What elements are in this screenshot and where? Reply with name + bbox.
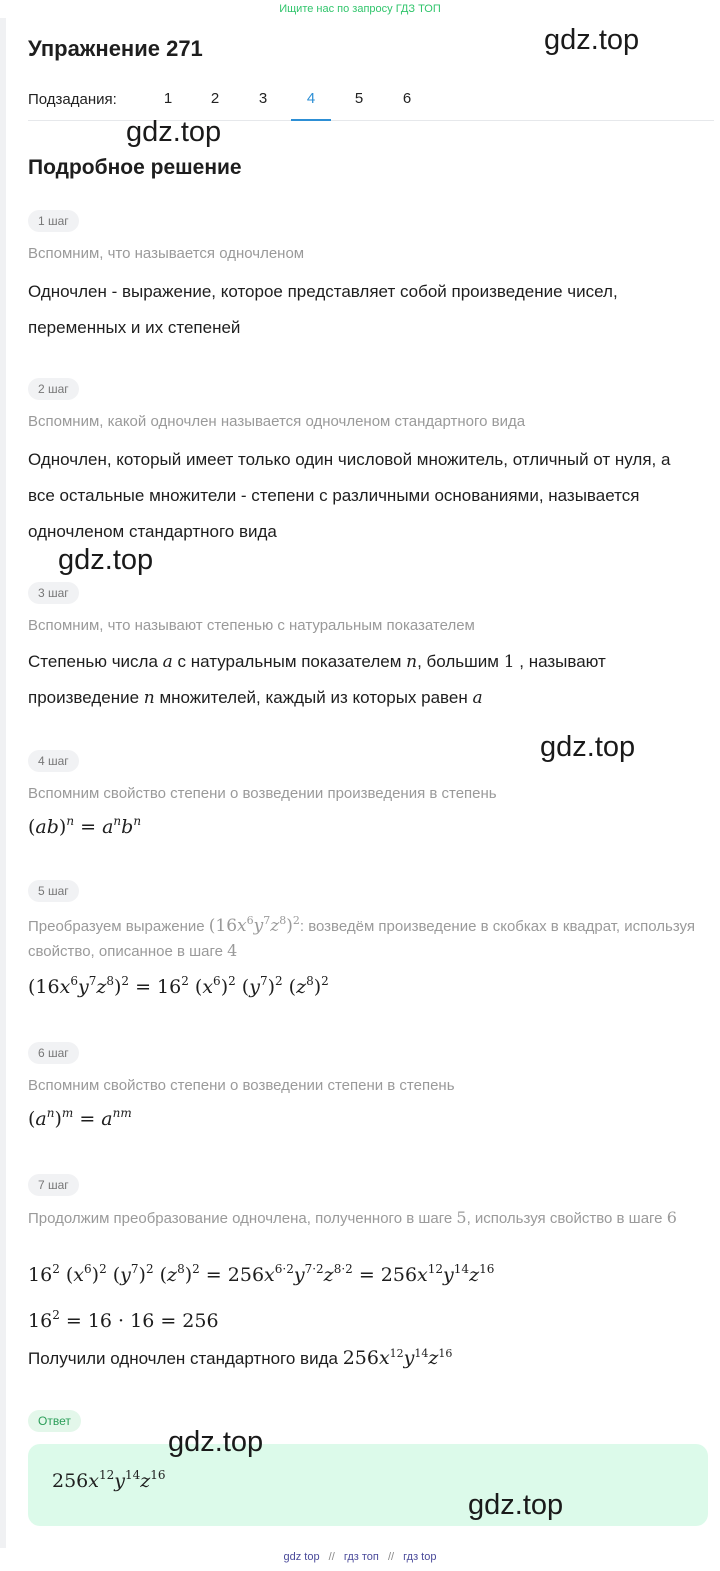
- footer-separator: //: [328, 1551, 335, 1563]
- tab-subtask-2[interactable]: 2: [210, 90, 220, 107]
- page-title: Упражнение 271: [28, 36, 203, 61]
- step-text-part: множителей, каждый из которых равен: [159, 688, 468, 707]
- step-badge: 4 шаг: [28, 750, 79, 772]
- step-hint-part: Преобразуем выражение: [28, 918, 205, 935]
- math-number: 1: [503, 652, 515, 672]
- watermark: gdz.top: [58, 544, 154, 576]
- step-badge: 5 шаг: [28, 880, 79, 902]
- step-badge: 2 шаг: [28, 378, 79, 400]
- math-expression: $256x^{12}y^{14}z^{16}$: [342, 1347, 453, 1369]
- step-badge: 1 шаг: [28, 210, 79, 232]
- math-number: 4: [227, 941, 238, 960]
- solution-card: [6, 18, 720, 1548]
- answer-badge: Ответ: [28, 1410, 81, 1432]
- tab-subtask-3[interactable]: 3: [258, 90, 268, 107]
- tab-subtask-4[interactable]: 4: [291, 88, 331, 120]
- tab-subtask-1[interactable]: 1: [163, 90, 173, 107]
- formula-power-of-power: $(a^n)^m = a^{nm}$: [28, 1106, 132, 1130]
- step-text: Одночлен - выражение, которое представляет собой произведение чисел, переменных и их степеней: [28, 282, 618, 337]
- step-text-part: , большим: [417, 652, 499, 671]
- step-badge: 7 шаг: [28, 1174, 79, 1196]
- math-variable: n: [143, 688, 155, 708]
- step-badge: 6 шаг: [28, 1042, 79, 1064]
- footer-link[interactable]: gdz top: [283, 1551, 320, 1563]
- answer-formula: $256x^{12}y^{14}z^{16}$: [52, 1468, 166, 1492]
- formula-product-power: $(ab)^n = a^nb^n$: [28, 814, 142, 838]
- step-hint: Вспомним, что называется одночленом: [28, 245, 305, 262]
- footer: [0, 1548, 720, 1571]
- watermark: gdz.top: [540, 731, 636, 763]
- top-banner: Ищите нас по запросу ГДЗ ТОП: [279, 3, 441, 15]
- step-text-part: Степенью числа: [28, 652, 158, 671]
- section-title: Подробное решение: [28, 156, 242, 179]
- watermark: gdz.top: [544, 24, 640, 56]
- step-hint: Вспомним, что называют степенью с натуральным показателем: [28, 617, 475, 634]
- step-text-part: , называют произведение: [28, 652, 606, 707]
- footer-link[interactable]: гдз топ: [343, 1551, 379, 1563]
- step-hint: [28, 1206, 698, 1231]
- step-hint: Вспомним, какой одночлен называется одночленом стандартного вида: [28, 413, 526, 430]
- math-variable: n: [406, 652, 418, 672]
- subtasks-label: Подзадания:: [28, 91, 117, 108]
- formula-sixteen-squared: $16^2 = 16 \cdot 16 = 256$: [28, 1308, 219, 1332]
- step-text-part: с натуральным показателем: [177, 652, 402, 671]
- tab-subtask-5[interactable]: 5: [354, 90, 364, 107]
- step-result-text: [28, 1340, 708, 1377]
- math-variable: a: [472, 688, 483, 708]
- math-number: 5: [456, 1208, 467, 1227]
- watermark: gdz.top: [468, 1489, 564, 1521]
- watermark: gdz.top: [168, 1426, 264, 1458]
- step-hint: Вспомним свойство степени о возведении произведения в степень: [28, 785, 497, 802]
- formula-step5: $(16x^6y^7z^8)^2 = 16^2$ $(x^6)^2$ $(y^7)^2$ $(z^8)^2$: [28, 974, 329, 998]
- step-text: Одночлен, который имеет только один числовой множитель, отличный от нуля, а все остальные множители - степени с различными основаниями, называется одночленом стандартного вида: [28, 450, 671, 541]
- math-expression: $(16x^6y^7z^8)^2$: [208, 914, 300, 936]
- math-variable: a: [162, 652, 173, 672]
- step-hint-part: Продолжим преобразование одночлена, полученного в шаге: [28, 1210, 453, 1227]
- formula-step7: $16^2$ $(x^6)^2$ $(y^7)^2$ $(z^8)^2 = 256x^{6\cdot 2}y^{7\cdot 2}z^{8\cdot 2} = 256x^{12}y^{14}z^{16}$: [28, 1262, 495, 1286]
- footer-separator: //: [387, 1551, 395, 1563]
- step-text-part: Получили одночлен стандартного вида: [28, 1349, 338, 1368]
- step-hint: [28, 914, 698, 964]
- step-hint-part: : возведём произведение в скобках в квадрат, используя свойство, описанное в шаге: [28, 918, 696, 960]
- answer-box: [28, 1444, 708, 1526]
- step-hint-part: , используя свойство в шаге: [466, 1210, 663, 1227]
- math-number: 6: [666, 1208, 677, 1227]
- step-text: [28, 644, 708, 716]
- step-badge: 3 шаг: [28, 582, 79, 604]
- watermark: gdz.top: [126, 116, 222, 148]
- tab-subtask-6[interactable]: 6: [402, 90, 412, 107]
- step-hint: Вспомним свойство степени о возведении степени в степень: [28, 1077, 455, 1094]
- footer-link[interactable]: гдз top: [403, 1551, 437, 1563]
